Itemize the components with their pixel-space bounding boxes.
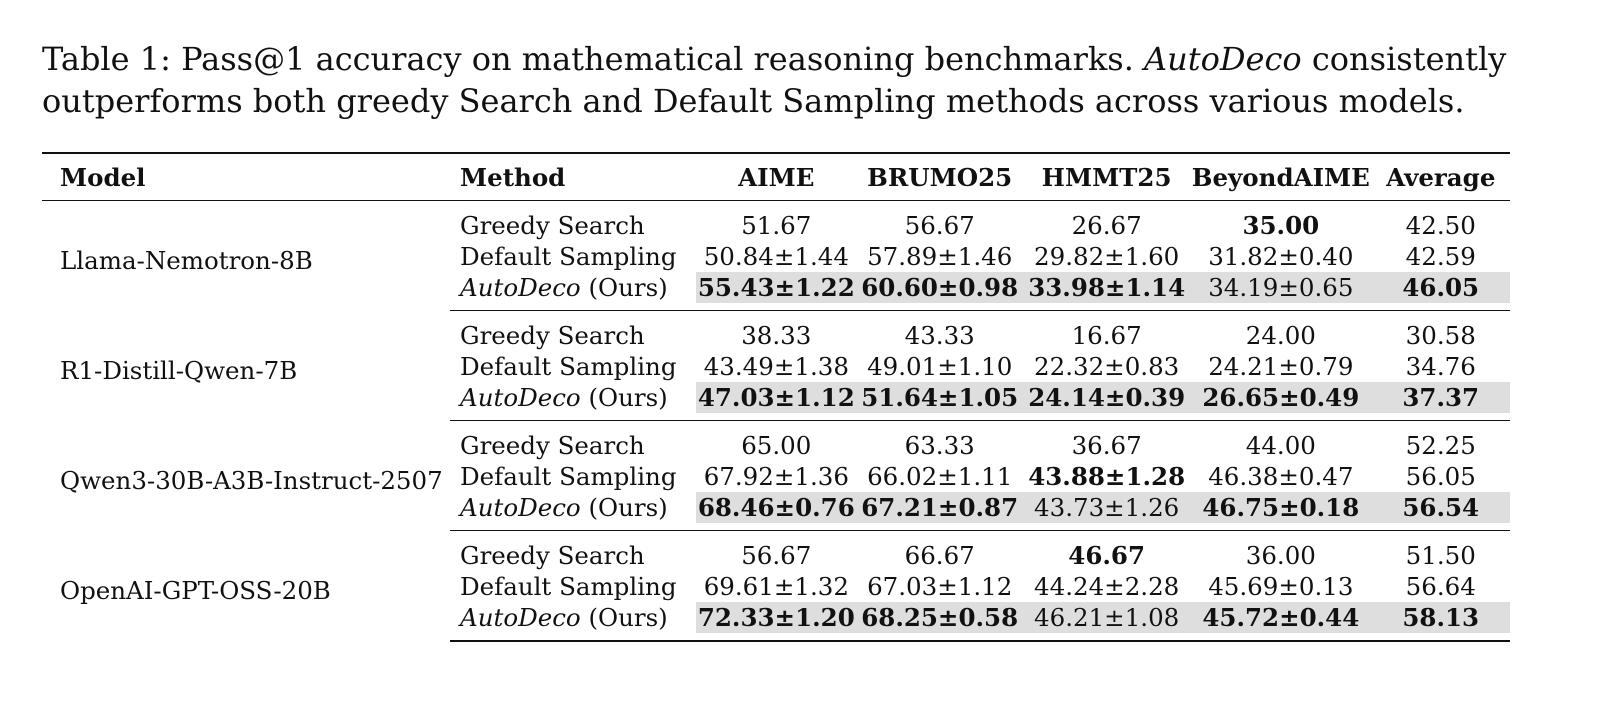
score-value: 22.32±0.83 bbox=[1034, 352, 1180, 381]
score-cell-aime bbox=[696, 382, 856, 421]
score-value: 56.64 bbox=[1405, 572, 1476, 601]
score-value: 46.75±0.18 bbox=[1202, 493, 1360, 522]
method-name bbox=[450, 492, 696, 531]
score-cell-hmmt25 bbox=[1023, 351, 1190, 382]
score-value: 43.33 bbox=[904, 321, 975, 350]
method-name bbox=[450, 531, 696, 572]
col-header-hmmt25: HMMT25 bbox=[1023, 153, 1190, 201]
score-cell-aime bbox=[696, 531, 856, 572]
score-value: 46.21±1.08 bbox=[1034, 603, 1180, 632]
method-suffix: (Ours) bbox=[580, 603, 668, 632]
score-cell-beyondaime bbox=[1190, 531, 1371, 572]
score-cell-brumo25 bbox=[856, 311, 1023, 352]
score-cell-brumo25 bbox=[856, 351, 1023, 382]
highlight-band bbox=[856, 382, 1023, 413]
score-value: 36.00 bbox=[1245, 541, 1316, 570]
method-name bbox=[450, 382, 696, 421]
score-cell-brumo25 bbox=[856, 461, 1023, 492]
score-cell-average bbox=[1371, 351, 1510, 382]
score-cell-beyondaime bbox=[1190, 382, 1371, 421]
header-row bbox=[42, 153, 1510, 201]
method-label: AutoDeco bbox=[460, 273, 581, 302]
score-cell-average bbox=[1371, 602, 1510, 641]
score-cell-beyondaime bbox=[1190, 602, 1371, 641]
score-value: 43.73±1.26 bbox=[1034, 493, 1180, 522]
score-cell-beyondaime bbox=[1190, 461, 1371, 492]
score-value: 51.67 bbox=[741, 211, 812, 240]
score-cell-aime bbox=[696, 201, 856, 242]
score-value: 43.49±1.38 bbox=[703, 352, 849, 381]
score-cell-hmmt25 bbox=[1023, 382, 1190, 421]
score-value: 63.33 bbox=[904, 431, 975, 460]
score-value: 45.72±0.44 bbox=[1202, 603, 1360, 632]
method-name bbox=[450, 461, 696, 492]
caption-text-before: Pass@1 accuracy on mathematical reasoning benchmarks. bbox=[170, 40, 1145, 78]
score-cell-brumo25 bbox=[856, 201, 1023, 242]
method-suffix: (Ours) bbox=[580, 273, 668, 302]
highlight-band bbox=[1023, 382, 1190, 413]
method-label: Greedy Search bbox=[460, 541, 645, 570]
score-value: 38.33 bbox=[741, 321, 812, 350]
score-value: 57.89±1.46 bbox=[867, 242, 1013, 271]
score-value: 51.50 bbox=[1405, 541, 1476, 570]
score-value: 65.00 bbox=[741, 431, 812, 460]
score-value: 31.82±0.40 bbox=[1208, 242, 1354, 271]
score-cell-beyondaime bbox=[1190, 201, 1371, 242]
score-cell-hmmt25 bbox=[1023, 461, 1190, 492]
col-header-aime: AIME bbox=[696, 153, 856, 201]
highlight-band bbox=[1371, 272, 1510, 303]
score-value: 69.61±1.32 bbox=[703, 572, 849, 601]
score-value: 16.67 bbox=[1071, 321, 1142, 350]
col-header-average: Average bbox=[1371, 153, 1510, 201]
highlight-band bbox=[1190, 382, 1371, 413]
score-value: 67.03±1.12 bbox=[867, 572, 1013, 601]
col-header-brumo25: BRUMO25 bbox=[856, 153, 1023, 201]
method-label: Greedy Search bbox=[460, 211, 645, 240]
highlight-band bbox=[1371, 382, 1510, 413]
results-table bbox=[42, 152, 1510, 642]
score-cell-hmmt25 bbox=[1023, 201, 1190, 242]
highlight-band bbox=[1371, 602, 1510, 633]
method-label: Greedy Search bbox=[460, 321, 645, 350]
score-value: 66.67 bbox=[904, 541, 975, 570]
highlight-band bbox=[856, 492, 1023, 523]
score-value: 34.76 bbox=[1405, 352, 1476, 381]
score-value: 52.25 bbox=[1405, 431, 1476, 460]
score-cell-aime bbox=[696, 351, 856, 382]
score-cell-beyondaime bbox=[1190, 421, 1371, 462]
score-value: 33.98±1.14 bbox=[1028, 273, 1186, 302]
score-value: 47.03±1.12 bbox=[697, 383, 855, 412]
table-row bbox=[42, 201, 1510, 242]
col-header-method: Method bbox=[450, 153, 696, 201]
model-name: Llama-Nemotron-8B bbox=[60, 245, 313, 275]
score-value: 50.84±1.44 bbox=[703, 242, 849, 271]
score-value: 67.21±0.87 bbox=[861, 493, 1019, 522]
score-value: 56.05 bbox=[1405, 462, 1476, 491]
score-cell-average bbox=[1371, 461, 1510, 492]
score-cell-brumo25 bbox=[856, 382, 1023, 421]
method-label: Default Sampling bbox=[460, 352, 677, 381]
score-value: 44.00 bbox=[1245, 431, 1316, 460]
method-label: Greedy Search bbox=[460, 431, 645, 460]
method-name bbox=[450, 201, 696, 242]
score-cell-beyondaime bbox=[1190, 571, 1371, 602]
method-label: Default Sampling bbox=[460, 242, 677, 271]
table-row bbox=[42, 311, 1510, 352]
score-value: 56.67 bbox=[904, 211, 975, 240]
method-name bbox=[450, 602, 696, 641]
score-cell-aime bbox=[696, 602, 856, 641]
method-label: AutoDeco bbox=[460, 383, 581, 412]
highlight-band bbox=[1371, 492, 1510, 523]
score-value: 26.67 bbox=[1071, 211, 1142, 240]
score-cell-aime bbox=[696, 241, 856, 272]
score-cell-beyondaime bbox=[1190, 492, 1371, 531]
score-cell-brumo25 bbox=[856, 241, 1023, 272]
method-label: Default Sampling bbox=[460, 572, 677, 601]
score-value: 34.19±0.65 bbox=[1208, 273, 1354, 302]
score-cell-aime bbox=[696, 492, 856, 531]
score-cell-average bbox=[1371, 201, 1510, 242]
score-cell-aime bbox=[696, 461, 856, 492]
highlight-band bbox=[1190, 602, 1371, 633]
score-value: 44.24±2.28 bbox=[1034, 572, 1180, 601]
score-cell-average bbox=[1371, 421, 1510, 462]
score-value: 43.88±1.28 bbox=[1028, 462, 1186, 491]
score-cell-hmmt25 bbox=[1023, 571, 1190, 602]
score-value: 56.67 bbox=[741, 541, 812, 570]
score-value: 42.59 bbox=[1405, 242, 1476, 271]
model-name: Qwen3-30B-A3B-Instruct-2507 bbox=[60, 465, 443, 495]
score-value: 24.14±0.39 bbox=[1028, 383, 1186, 412]
score-value: 42.50 bbox=[1405, 211, 1476, 240]
score-cell-beyondaime bbox=[1190, 351, 1371, 382]
highlight-band bbox=[696, 492, 856, 523]
score-value: 24.21±0.79 bbox=[1208, 352, 1354, 381]
highlight-band bbox=[1190, 272, 1371, 303]
score-cell-aime bbox=[696, 272, 856, 311]
score-value: 36.67 bbox=[1071, 431, 1142, 460]
table-body bbox=[42, 201, 1510, 642]
score-cell-brumo25 bbox=[856, 272, 1023, 311]
score-cell-hmmt25 bbox=[1023, 421, 1190, 462]
score-cell-beyondaime bbox=[1190, 241, 1371, 272]
method-name bbox=[450, 571, 696, 602]
score-cell-aime bbox=[696, 571, 856, 602]
score-cell-average bbox=[1371, 531, 1510, 572]
highlight-band bbox=[856, 272, 1023, 303]
score-value: 35.00 bbox=[1242, 211, 1320, 240]
table-caption bbox=[42, 38, 1542, 122]
method-label: AutoDeco bbox=[460, 603, 581, 632]
highlight-band bbox=[696, 272, 856, 303]
score-cell-aime bbox=[696, 311, 856, 352]
score-value: 56.54 bbox=[1402, 493, 1480, 522]
score-value: 46.38±0.47 bbox=[1208, 462, 1354, 491]
col-header-beyondaime: BeyondAIME bbox=[1190, 153, 1371, 201]
caption-text-after: consistently outperforms both greedy Search and Default Sampling methods across various models. bbox=[42, 40, 1507, 120]
highlight-band bbox=[1190, 492, 1371, 523]
score-value: 58.13 bbox=[1402, 603, 1480, 632]
score-cell-brumo25 bbox=[856, 571, 1023, 602]
score-value: 37.37 bbox=[1402, 383, 1480, 412]
score-cell-hmmt25 bbox=[1023, 311, 1190, 352]
method-name bbox=[450, 351, 696, 382]
score-value: 66.02±1.11 bbox=[867, 462, 1013, 491]
col-header-model: Model bbox=[42, 153, 450, 201]
score-value: 60.60±0.98 bbox=[861, 273, 1019, 302]
score-value: 51.64±1.05 bbox=[861, 383, 1019, 412]
score-value: 68.46±0.76 bbox=[697, 493, 855, 522]
score-value: 26.65±0.49 bbox=[1202, 383, 1360, 412]
score-value: 46.05 bbox=[1402, 273, 1480, 302]
score-cell-brumo25 bbox=[856, 421, 1023, 462]
score-cell-hmmt25 bbox=[1023, 241, 1190, 272]
method-name bbox=[450, 311, 696, 352]
score-cell-brumo25 bbox=[856, 492, 1023, 531]
score-value: 24.00 bbox=[1245, 321, 1316, 350]
score-cell-average bbox=[1371, 492, 1510, 531]
caption-emphasis: AutoDeco bbox=[1144, 40, 1302, 78]
score-cell-average bbox=[1371, 382, 1510, 421]
caption-label: Table 1: bbox=[42, 40, 171, 78]
score-cell-hmmt25 bbox=[1023, 531, 1190, 572]
score-cell-hmmt25 bbox=[1023, 492, 1190, 531]
highlight-band bbox=[856, 602, 1023, 633]
highlight-band bbox=[1023, 602, 1190, 633]
score-cell-brumo25 bbox=[856, 531, 1023, 572]
score-cell-aime bbox=[696, 421, 856, 462]
method-label: Default Sampling bbox=[460, 462, 677, 491]
method-name bbox=[450, 421, 696, 462]
score-cell-average bbox=[1371, 571, 1510, 602]
score-value: 49.01±1.10 bbox=[867, 352, 1013, 381]
score-value: 46.67 bbox=[1068, 541, 1146, 570]
score-value: 72.33±1.20 bbox=[697, 603, 855, 632]
method-suffix: (Ours) bbox=[580, 493, 668, 522]
highlight-band bbox=[696, 602, 856, 633]
score-cell-average bbox=[1371, 241, 1510, 272]
table-row bbox=[42, 421, 1510, 462]
score-cell-beyondaime bbox=[1190, 272, 1371, 311]
score-value: 29.82±1.60 bbox=[1034, 242, 1180, 271]
method-name bbox=[450, 241, 696, 272]
highlight-band bbox=[1023, 272, 1190, 303]
method-name bbox=[450, 272, 696, 311]
score-cell-hmmt25 bbox=[1023, 602, 1190, 641]
score-cell-average bbox=[1371, 272, 1510, 311]
model-name: OpenAI-GPT-OSS-20B bbox=[60, 575, 331, 605]
score-value: 30.58 bbox=[1405, 321, 1476, 350]
score-cell-beyondaime bbox=[1190, 311, 1371, 352]
score-value: 67.92±1.36 bbox=[703, 462, 849, 491]
highlight-band bbox=[1023, 492, 1190, 523]
highlight-band bbox=[696, 382, 856, 413]
score-cell-brumo25 bbox=[856, 602, 1023, 641]
score-value: 68.25±0.58 bbox=[861, 603, 1019, 632]
score-cell-average bbox=[1371, 311, 1510, 352]
score-value: 55.43±1.22 bbox=[697, 273, 855, 302]
score-value: 45.69±0.13 bbox=[1208, 572, 1354, 601]
model-name: R1-Distill-Qwen-7B bbox=[60, 355, 298, 385]
score-cell-hmmt25 bbox=[1023, 272, 1190, 311]
method-suffix: (Ours) bbox=[580, 383, 668, 412]
table-row bbox=[42, 531, 1510, 572]
method-label: AutoDeco bbox=[460, 493, 581, 522]
